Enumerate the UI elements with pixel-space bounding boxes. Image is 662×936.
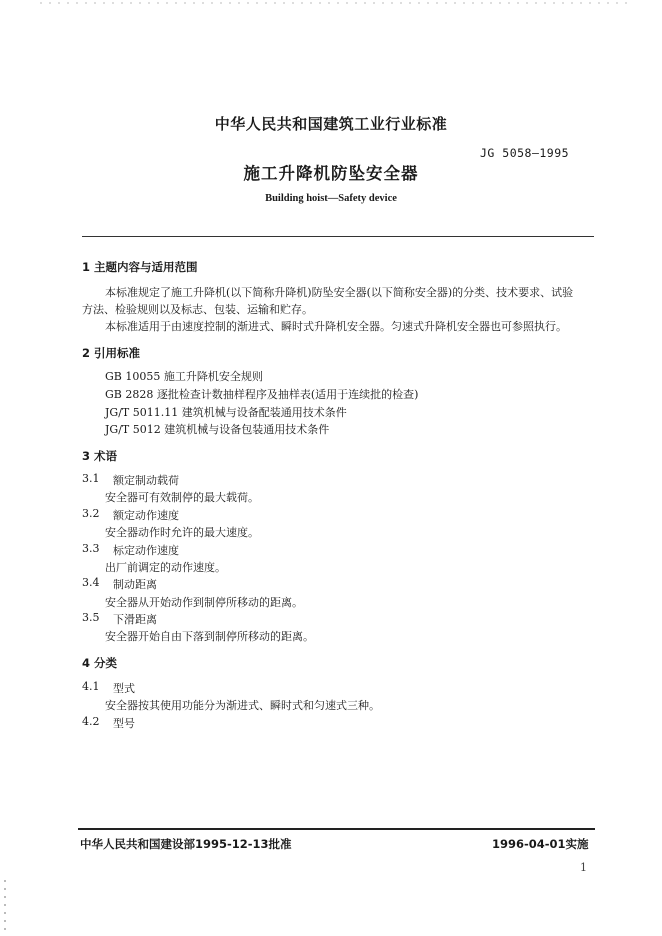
term-number: 3.2 (82, 507, 100, 520)
subsection-number: 4.1 (82, 680, 100, 693)
section-1-heading: 1 主题内容与适用范围 (82, 260, 198, 274)
reference-item: JG/T 5011.11 建筑机械与设备配装通用技术条件 (105, 406, 347, 419)
reference-item: GB 2828 逐批检查计数抽样程序及抽样表(适用于连续批的检查) (105, 388, 419, 401)
document-subtitle: Building hoist—Safety device (265, 193, 397, 204)
term-definition: 安全器开始自由下落到制停所移动的距离。 (105, 630, 314, 643)
term-title: 标定动作速度 (113, 544, 179, 557)
term-number: 3.4 (82, 576, 100, 589)
term-number: 3.1 (82, 472, 100, 485)
scan-artifact (40, 2, 630, 4)
term-title: 额定动作速度 (113, 509, 179, 522)
standard-title: 中华人民共和国建筑工业行业标准 (214, 115, 448, 133)
term-title: 下滑距离 (113, 613, 157, 626)
term-number: 3.3 (82, 542, 100, 555)
section-2-heading: 2 引用标准 (82, 346, 141, 360)
term-definition: 安全器动作时允许的最大速度。 (105, 526, 259, 539)
term-title: 额定制动载荷 (113, 474, 179, 487)
scan-artifact (4, 880, 6, 930)
header-divider (82, 236, 594, 237)
subsection-title: 型号 (113, 717, 135, 730)
standard-code: JG 5058—1995 (480, 146, 570, 160)
subsection-number: 4.2 (82, 715, 100, 728)
term-number: 3.5 (82, 611, 100, 624)
subsection-title: 型式 (113, 682, 135, 695)
reference-item: JG/T 5012 建筑机械与设备包装通用技术条件 (105, 423, 330, 436)
page-number: 1 (580, 861, 587, 874)
section-1-paragraph-2: 本标准适用于由速度控制的渐进式、瞬时式升降机安全器。匀速式升降机安全器也可参照执行。 (105, 320, 567, 333)
document-title: 施工升降机防坠安全器 (243, 164, 419, 183)
section-1-paragraph-1-line-2: 方法、检验规则以及标志、包装、运输和贮存。 (82, 303, 313, 316)
section-4-heading: 4 分类 (82, 656, 118, 670)
term-definition: 出厂前调定的动作速度。 (105, 561, 226, 574)
term-definition: 安全器可有效制停的最大载荷。 (105, 491, 259, 504)
subsection-text: 安全器按其使用功能分为渐进式、瞬时式和匀速式三种。 (105, 699, 380, 712)
reference-item: GB 10055 施工升降机安全规则 (105, 370, 263, 383)
effective-date: 1996-04-01实施 (492, 837, 589, 851)
term-definition: 安全器从开始动作到制停所移动的距离。 (105, 596, 303, 609)
section-1-paragraph-1-line-1: 本标准规定了施工升降机(以下简称升降机)防坠安全器(以下简称安全器)的分类、技术要求、试验 (105, 286, 574, 299)
section-3-heading: 3 术语 (82, 449, 118, 463)
approval-line: 中华人民共和国建设部1995-12-13批准 (80, 837, 292, 851)
footer-divider (78, 828, 595, 830)
term-title: 制动距离 (113, 578, 157, 591)
